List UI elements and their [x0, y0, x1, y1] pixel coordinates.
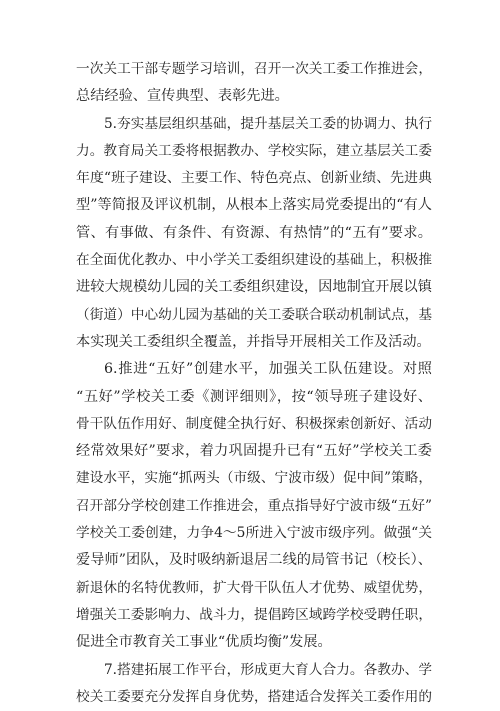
text-line: 年度“班子建设、主要工作、特色亮点、创新业绩、先进典 [76, 170, 432, 187]
text-line: 力。教育局关工委将根据教办、学校实际，建立基层关工委 [76, 142, 432, 159]
document-body [76, 56, 432, 711]
text-line: 7.搭建拓展工作平台，形成更大育人合力。各教办、学 [104, 661, 432, 678]
text-line: 6.推进“五好”创建水平，加强关工队伍建设。对照 [104, 361, 432, 378]
text-line: 一次关工干部专题学习培训，召开一次关工委工作推进会， [76, 61, 432, 77]
text-line: 5.夯实基层组织基础，提升基层关工委的协调力、执行 [104, 115, 432, 132]
text-line: 学校关工委创建，力争4～5所进入宁波市级序列。做强“关 [76, 525, 432, 542]
text-line: 校关工委要充分发挥自身优势，搭建适合发挥关工委作用的 [76, 688, 432, 705]
text-line: “五好”学校关工委《测评细则》，按“领导班子建设好、 [76, 388, 432, 405]
text-line: 型”等简报及评议机制，从根本上落实局党委提出的“有人 [76, 197, 432, 214]
text-line: 总结经验、宣传典型、表彰先进。 [76, 88, 289, 105]
text-line: 召开部分学校创建工作推进会，重点指导好宁波市级“五好” [76, 497, 432, 514]
text-line: 促进全市教育关工事业“优质均衡”发展。 [76, 634, 332, 651]
text-line: 在全面优化教办、中小学关工委组织建设的基础上，积极推 [76, 252, 432, 269]
text-line: 本实现关工委组织全覆盖，并指导开展相关工作及活动。 [76, 333, 431, 350]
text-line: 经常效果好”要求，着力巩固提升已有“五好”学校关工委 [76, 443, 432, 460]
text-line: 骨干队伍作用好、制度健全执行好、积极探索创新好、活动 [76, 415, 432, 432]
text-line: （街道）中心幼儿园为基础的关工委联合联动机制试点，基 [76, 306, 432, 323]
text-line: 增强关工委影响力、战斗力，提倡跨区域跨学校受聘任职， [76, 606, 432, 623]
text-line: 新退休的名特优教师，扩大骨干队伍人才优势、威望优势， [76, 579, 432, 596]
text-line: 管、有事做、有条件、有资源、有热情”的“五有”要求。 [76, 224, 432, 241]
text-line: 爱导师”团队，及时吸纳新退居二线的局管书记（校长）、 [76, 552, 432, 569]
text-line: 进较大规模幼儿园的关工委组织建设，因地制宜开展以镇 [76, 279, 432, 296]
text-line: 建设水平，实施“抓两头（市级、宁波市级）促中间”策略， [76, 470, 432, 487]
